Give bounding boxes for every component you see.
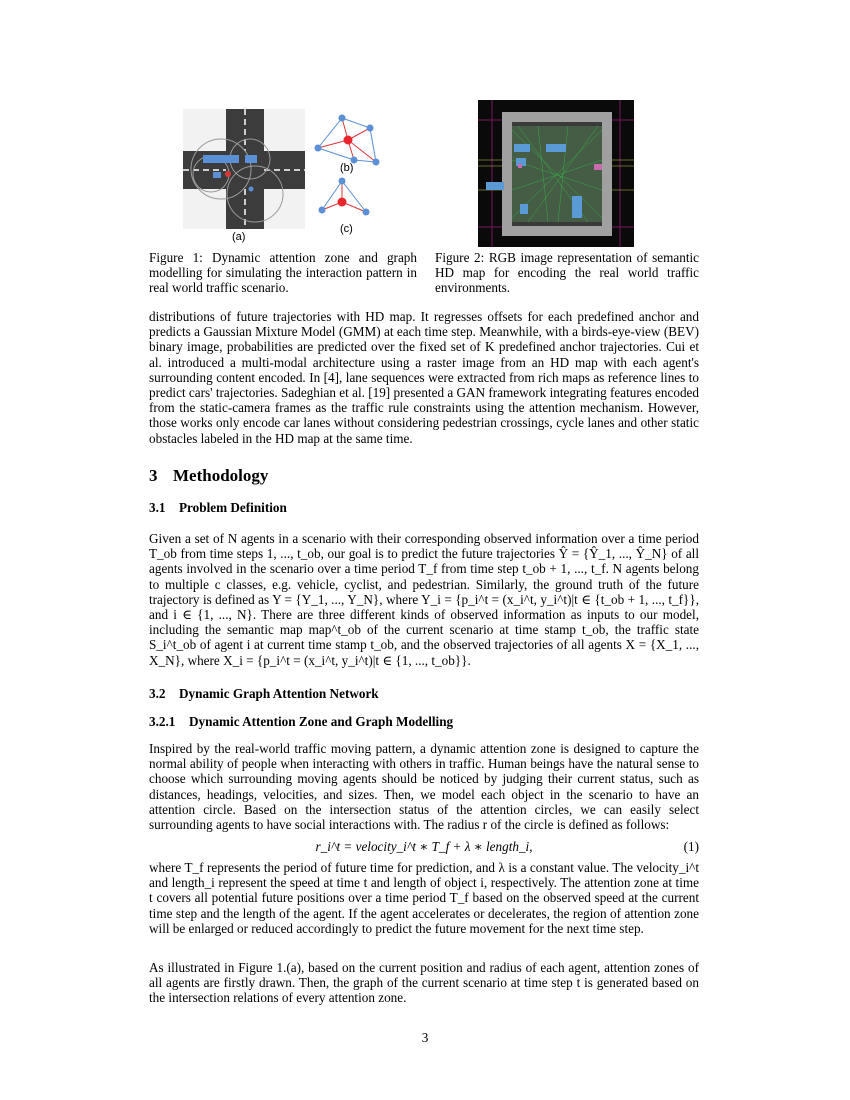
figure1-c-graph: [318, 176, 376, 222]
figure1-a-label: [232, 229, 256, 243]
equation-formula: r_i^t = velocity_i^t ∗ T_f + λ ∗ length_i,: [315, 839, 533, 854]
figure2-hd-map-image: [478, 100, 634, 247]
figure1-b-label: [340, 160, 362, 174]
figure2-caption: Figure 2: RGB image representation of semantic HD map for encoding the real world traffic environments.: [435, 250, 699, 295]
section-title: Problem Definition: [179, 500, 287, 515]
svg-text:(a): (a): [232, 231, 246, 243]
equation-explanation-paragraph: where T_f represents the period of future time for prediction, and λ is a constant value. The velocity_i^t and length_i represent the speed at time t and length of object i, respectively. The attention zone at time t covers all potential future positions over a time period T_f based on the observed speed at the current time step and the length of the agent. If the agent accelerates or decelerates, the region of attention zone will be enlarged or reduced accordingly to predict the future movement for the next time step.: [149, 860, 699, 936]
section-title: Methodology: [173, 466, 269, 485]
section-title: Dynamic Graph Attention Network: [179, 686, 379, 701]
section-3-heading: [149, 466, 268, 486]
attention-zone-paragraph: Inspired by the real-world traffic moving pattern, a dynamic attention zone is designed to capture the normal ability of people when interacting with others in traffic. Human beings have the natural sense to choose which surrounding moving agents should be noticed by judging their current status, such as distances, headings, velocities, and sizes. Then, we model each object in the scenario to have an attention circle. Based on the intersection status of the attention circles, we can easily select surrounding agents to have social interactions with. The radius r of the circle is defined as follows:: [149, 741, 699, 833]
page-number: 3: [421, 1030, 429, 1045]
svg-text:(c): (c): [340, 223, 353, 235]
problem-definition-paragraph: Given a set of N agents in a scenario with their corresponding observed information over a time period T_ob from time steps 1, ..., t_ob, our goal is to predict the future trajectories Ŷ = {Ŷ_1, ..., Ŷ_N} of all agents involved in the scenario over a time period T_f from time step t_ob + 1, ..., t_f. N agents belong to multiple c classes, e.g. vehicle, cyclist, and pedestrian. Similarly, the ground truth of the future trajectory is defined as Y = {Y_1, ..., Y_N}, where Y_i = {p_i^t = (x_i^t, y_i^t)|t ∈ {t_ob + 1, ..., t_f}}, and i ∈ {1, ..., N}. There are three different kinds of observed information as inputs to our model, including the semantic map map^t_ob of the current scenario at time stamp t_ob, the traffic state S_i^t_ob of agent i at current time stamp t_ob, and the observed trajectories of all agents X = {X_1, ..., X_N}, where X_i = {p_i^t = (x_i^t, y_i^t)|t ∈ {1, ..., t_ob}}.: [149, 531, 699, 668]
section-title: Dynamic Attention Zone and Graph Modelling: [189, 714, 454, 729]
section-3-2-1-heading: [149, 714, 453, 730]
figure1-c-label: [340, 221, 362, 235]
section-3-1-heading: [149, 500, 287, 516]
section-3-2-heading: [149, 686, 379, 702]
section-number: 3: [149, 466, 158, 485]
section-number: 3.1: [149, 500, 166, 515]
equation-1: [149, 839, 699, 855]
equation-number: (1): [683, 839, 699, 854]
figure1-a-intersection: [183, 109, 305, 229]
section-number: 3.2: [149, 686, 166, 701]
section-number: 3.2.1: [149, 714, 176, 729]
illustration-paragraph: As illustrated in Figure 1.(a), based on the current position and radius of each agent, attention zones of all agents are firstly drawn. Then, the graph of the current scenario at time step t is generated based on the intersection relations of every attention zone.: [149, 960, 699, 1006]
intro-paragraph: distributions of future trajectories with HD map. It regresses offsets for each predefined anchor and predicts a Gaussian Mixture Model (GMM) at each time step. Meanwhile, with a birds-eye-view (BEV) binary image, probabilities are predicted over the fixed set of K predefined anchor trajectories. Cui et al. introduced a multi-modal architecture using a raster image from an HD map with each agent's surrounding content encoded. In [4], lane sequences were extracted from rich maps as reference lines to predict cars' trajectories. Sadeghian et al. [19] presented a GAN framework integrating features encoded from the static-camera frames as the traffic rule constraints using the attention mechanism. However, those works only encode car lanes without considering pedestrian crossings, cycle lanes and other static obstacles labeled in the HD map at the same time.: [149, 309, 699, 446]
svg-text:(b): (b): [340, 162, 354, 174]
figure1-caption: Figure 1: Dynamic attention zone and graph modelling for simulating the interaction pattern in real world traffic scenario.: [149, 250, 417, 295]
